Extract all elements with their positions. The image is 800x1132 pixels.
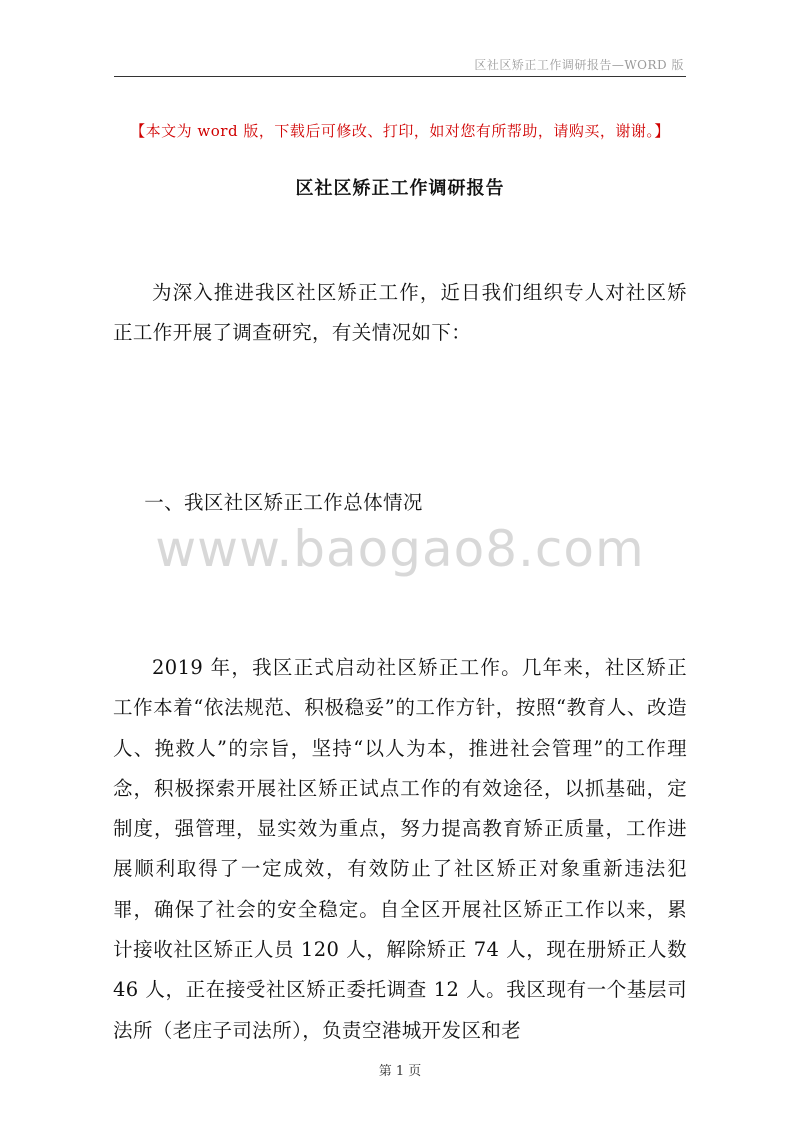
watermark: www.baogao8.com <box>155 520 645 578</box>
running-header: 区社区矫正工作调研报告—WORD 版 <box>474 58 684 72</box>
page-number: 第 1 页 <box>378 1064 422 1079</box>
body-paragraph: 2019 年，我区正式启动社区矫正工作。几年来，社区矫正工作本着“依法规范、积极稳妥”的工作方针，按照“教育人、改造人、挽救人”的宗旨，坚持“以人为本，推进社会管理”的工作理念，积极探索开展社区矫正试点工作的有效途径，以抓基础，定制度，强管理，显实效为重点，努力提高教育矫正质量，工作进展顺利取得了一定成效，有效防止了社区矫正对象重新违法犯罪，确保了社会的安全稳定。自全区开展社区矫正工作以来，累计接收社区矫正人员 120 人，解除矫正 74 人，现在册矫正人数 46 人，正在接受社区矫正委托调查 12 人。我区现有一个基层司法所（老庄子司法所），负责空港城开发区和老 <box>113 656 687 1042</box>
section-heading: 一、我区社区矫正工作总体情况 <box>144 491 423 514</box>
document-title: 区社区矫正工作调研报告 <box>295 178 505 199</box>
header-divider <box>114 76 686 77</box>
intro-paragraph: 为深入推进我区社区矫正工作，近日我们组织专人对社区矫正工作开展了调查研究，有关情况如下： <box>113 281 687 345</box>
purchase-notice: 【本文为 word 版，下载后可修改、打印，如对您有所帮助，请购买，谢谢。】 <box>130 122 670 140</box>
